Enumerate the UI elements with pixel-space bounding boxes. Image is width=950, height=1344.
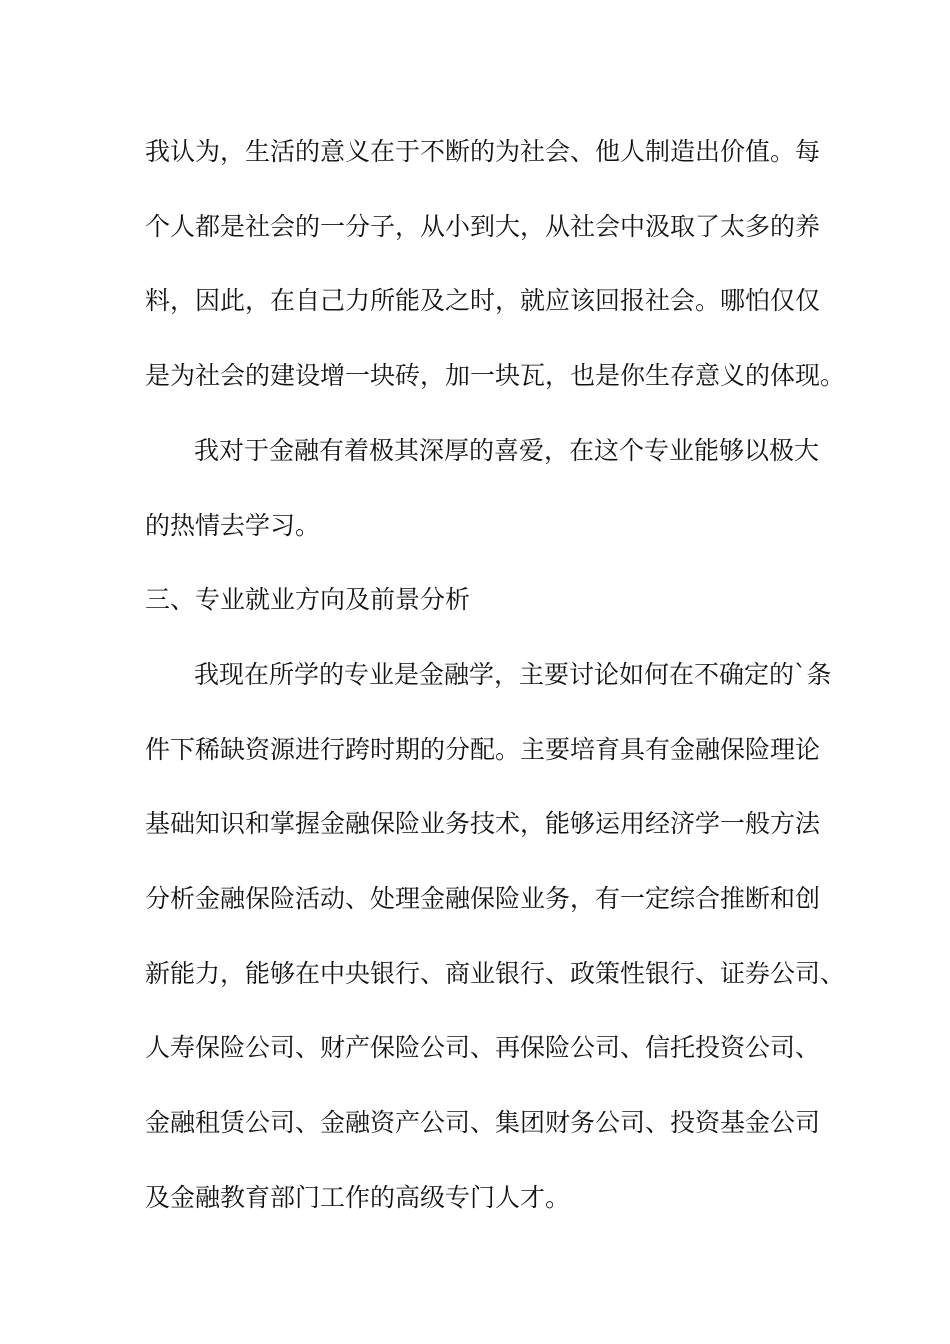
paragraph-3-line-7: 金融租赁公司、金融资产公司、集团财务公司、投资基金公司 bbox=[145, 1108, 821, 1137]
paragraph-3-line-4: 分析金融保险活动、处理金融保险业务，有一定综合推断和创 bbox=[145, 884, 821, 913]
paragraph-3-line-3: 基础知识和掌握金融保险业务技术，能够运用经济学一般方法 bbox=[145, 809, 821, 838]
paragraph-1-line-4: 是为社会的建设增一块砖，加一块瓦，也是你生存意义的体现。 bbox=[145, 361, 846, 390]
paragraph-3-line-2: 件下稀缺资源进行跨时期的分配。主要培育具有金融保险理论 bbox=[145, 735, 821, 764]
paragraph-3-line-8: 及金融教育部门工作的高级专门人才。 bbox=[145, 1183, 571, 1212]
paragraph-3-line-1: 我现在所学的专业是金融学，主要讨论如何在不确定的`条 bbox=[194, 660, 832, 689]
paragraph-1-line-3: 料，因此，在自己力所能及之时，就应该回报社会。哪怕仅仅 bbox=[145, 286, 821, 315]
paragraph-3-line-6: 人寿保险公司、财产保险公司、再保险公司、信托投资公司、 bbox=[145, 1033, 821, 1062]
paragraph-2-line-2: 的热情去学习。 bbox=[145, 511, 321, 540]
section-heading: 三、专业就业方向及前景分析 bbox=[145, 585, 471, 614]
paragraph-2-line-1: 我对于金融有着极其深厚的喜爱，在这个专业能够以极大 bbox=[194, 436, 820, 465]
paragraph-1-line-2: 个人都是社会的一分子，从小到大，从社会中汲取了太多的养 bbox=[145, 212, 821, 241]
paragraph-1-line-1: 我认为，生活的意义在于不断的为社会、他人制造出价值。每 bbox=[145, 137, 821, 166]
paragraph-3-line-5: 新能力，能够在中央银行、商业银行、政策性银行、证券公司、 bbox=[145, 959, 846, 988]
